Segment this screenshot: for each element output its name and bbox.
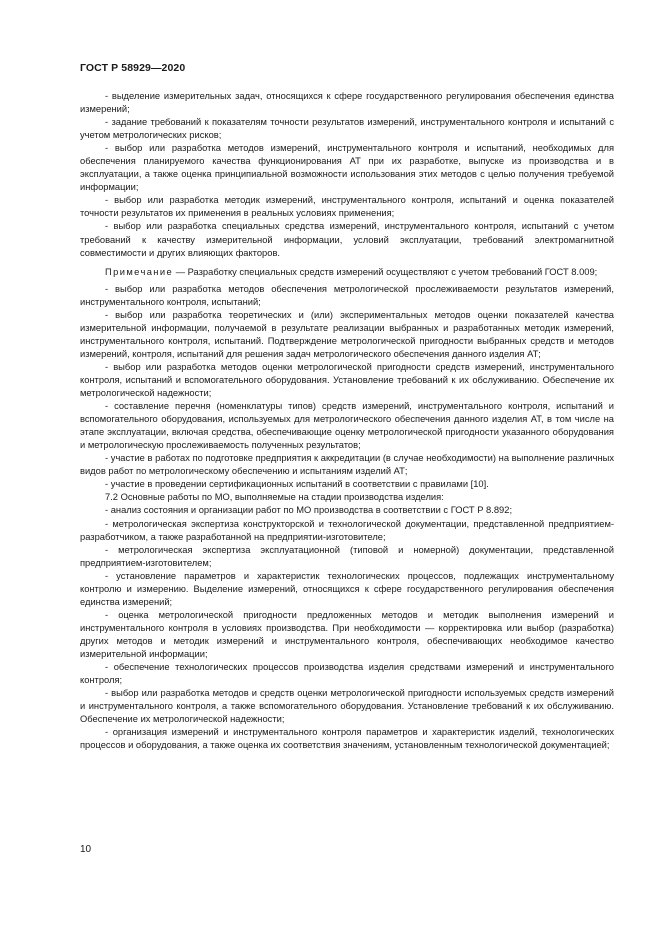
note-label: Примечание bbox=[105, 266, 174, 277]
paragraph: - участие в работах по подготовке предприятия к аккредитации (в случае необходимости) на выполнение различных видов работ по метрологическому обеспечению и испытаниям изделий АТ; bbox=[80, 453, 614, 477]
paragraph: - установление параметров и характеристик технологических процессов, подлежащих инструментальному контролю и измерению. Выделение измерений, относящихся к сфере государственного регулирования обеспечения единства измерений; bbox=[80, 570, 614, 607]
paragraph: - метрологическая экспертиза эксплуатационной (типовой и номерной) документации, представленной предприятием-изготовителем; bbox=[80, 544, 614, 568]
paragraph: - выбор или разработка методов и средств оценки метрологической пригодности используемых средств измерений и инструментального контроля, а также вспомогательного оборудования. Установление требований к их обслуживанию. Обеспечение их метрологической надежности; bbox=[80, 688, 614, 725]
note-paragraph bbox=[80, 266, 614, 279]
paragraph: - выбор или разработка методов измерений, инструментального контроля и испытаний, необходимых для обеспечения планируемого качества функционирования АТ при их разработке, выпуске из производства и в эксплуатации, а также оценка принципиальной возможности использования этих методов с целью получения требуемой информации; bbox=[80, 143, 614, 193]
paragraph: - составление перечня (номенклатуры типов) средств измерений, инструментального контроля, испытаний и вспомогательного оборудования, используемых для метрологического обеспечения данного изделия АТ, в том числе на этапе эксплуатации, включая средства, обеспечивающие оценку метрологической пригодности указанного оборудования и метрологическую прослеживаемость полученных результатов; bbox=[80, 401, 614, 451]
paragraph: - выбор или разработка методов обеспечения метрологической прослеживаемости результатов измерений, инструментального контроля, испытаний; bbox=[80, 283, 614, 307]
paragraph: - обеспечение технологических процессов производства изделия средствами измерений и инструментального контроля; bbox=[80, 662, 614, 686]
paragraph: - выделение измерительных задач, относящихся к сфере государственного регулирования обеспечения единства измерений; bbox=[80, 91, 614, 115]
paragraph: - анализ состояния и организации работ по МО производства в соответствии с ГОСТ Р 8.892; bbox=[105, 505, 513, 516]
note-text: — Разработку специальных средств измерений осуществляют с учетом требований ГОСТ 8.009; bbox=[173, 266, 598, 277]
paragraph: - оценка метрологической пригодности предложенных методов и методик выполнения измерений и инструментального контроля в условиях производства. При необходимости — корректировка или выбор (разработка) других методов и методик измерений и инструментального контроля, обеспечивающих необходимое качество измерительной информации; bbox=[80, 609, 614, 659]
paragraph: - задание требований к показателям точности результатов измерений, инструментального контроля и испытаний с учетом метрологических рисков; bbox=[80, 117, 614, 141]
document-body bbox=[80, 90, 614, 752]
paragraph: - выбор или разработка методик измерений, инструментального контроля, испытаний и оценка показателей точности результатов их применения в реальных условиях применения; bbox=[80, 195, 614, 219]
paragraph: - выбор или разработка специальных средства измерений, инструментального контроля, испытаний с учетом требований к качеству измерительной информации, условий эксплуатации, требований электромагнитной совместимости и других влияющих факторов. bbox=[80, 221, 614, 258]
page-number: 10 bbox=[80, 844, 92, 855]
document-header: ГОСТ Р 58929—2020 bbox=[80, 62, 186, 74]
paragraph: - организация измерений и инструментального контроля параметров и характеристик изделий, технологических процессов и оборудования, а также оценка их соответствия значениям, установленным технологической документацией; bbox=[80, 727, 614, 751]
paragraph: - метрологическая экспертиза конструкторской и технологической документации, представленной предприятием-разработчиком, а также разработанной на предприятии-изготовителе; bbox=[80, 518, 614, 542]
paragraph: - участие в проведении сертификационных испытаний в соответствии с правилами [10]. bbox=[105, 479, 489, 490]
section-heading: 7.2 Основные работы по МО, выполняемые на стадии производства изделия: bbox=[105, 492, 444, 503]
paragraph: - выбор или разработка теоретических и (или) экспериментальных методов оценки показателей качества измерительной информации, получаемой в результате реализации выбранных и разработанных методик измерений, инструментального контроля, испытаний. Подтверждение метрологической пригодности выбранных средств и методов измерений, контроля, испытаний для решения задач метрологического обеспечения данного изделия АТ; bbox=[80, 309, 614, 359]
paragraph: - выбор или разработка методов оценки метрологической пригодности средств измерений, инструментального контроля, испытаний и вспомогательного оборудования. Установление требований к их обслуживанию. Обеспечение их метрологической надежности; bbox=[80, 361, 614, 399]
